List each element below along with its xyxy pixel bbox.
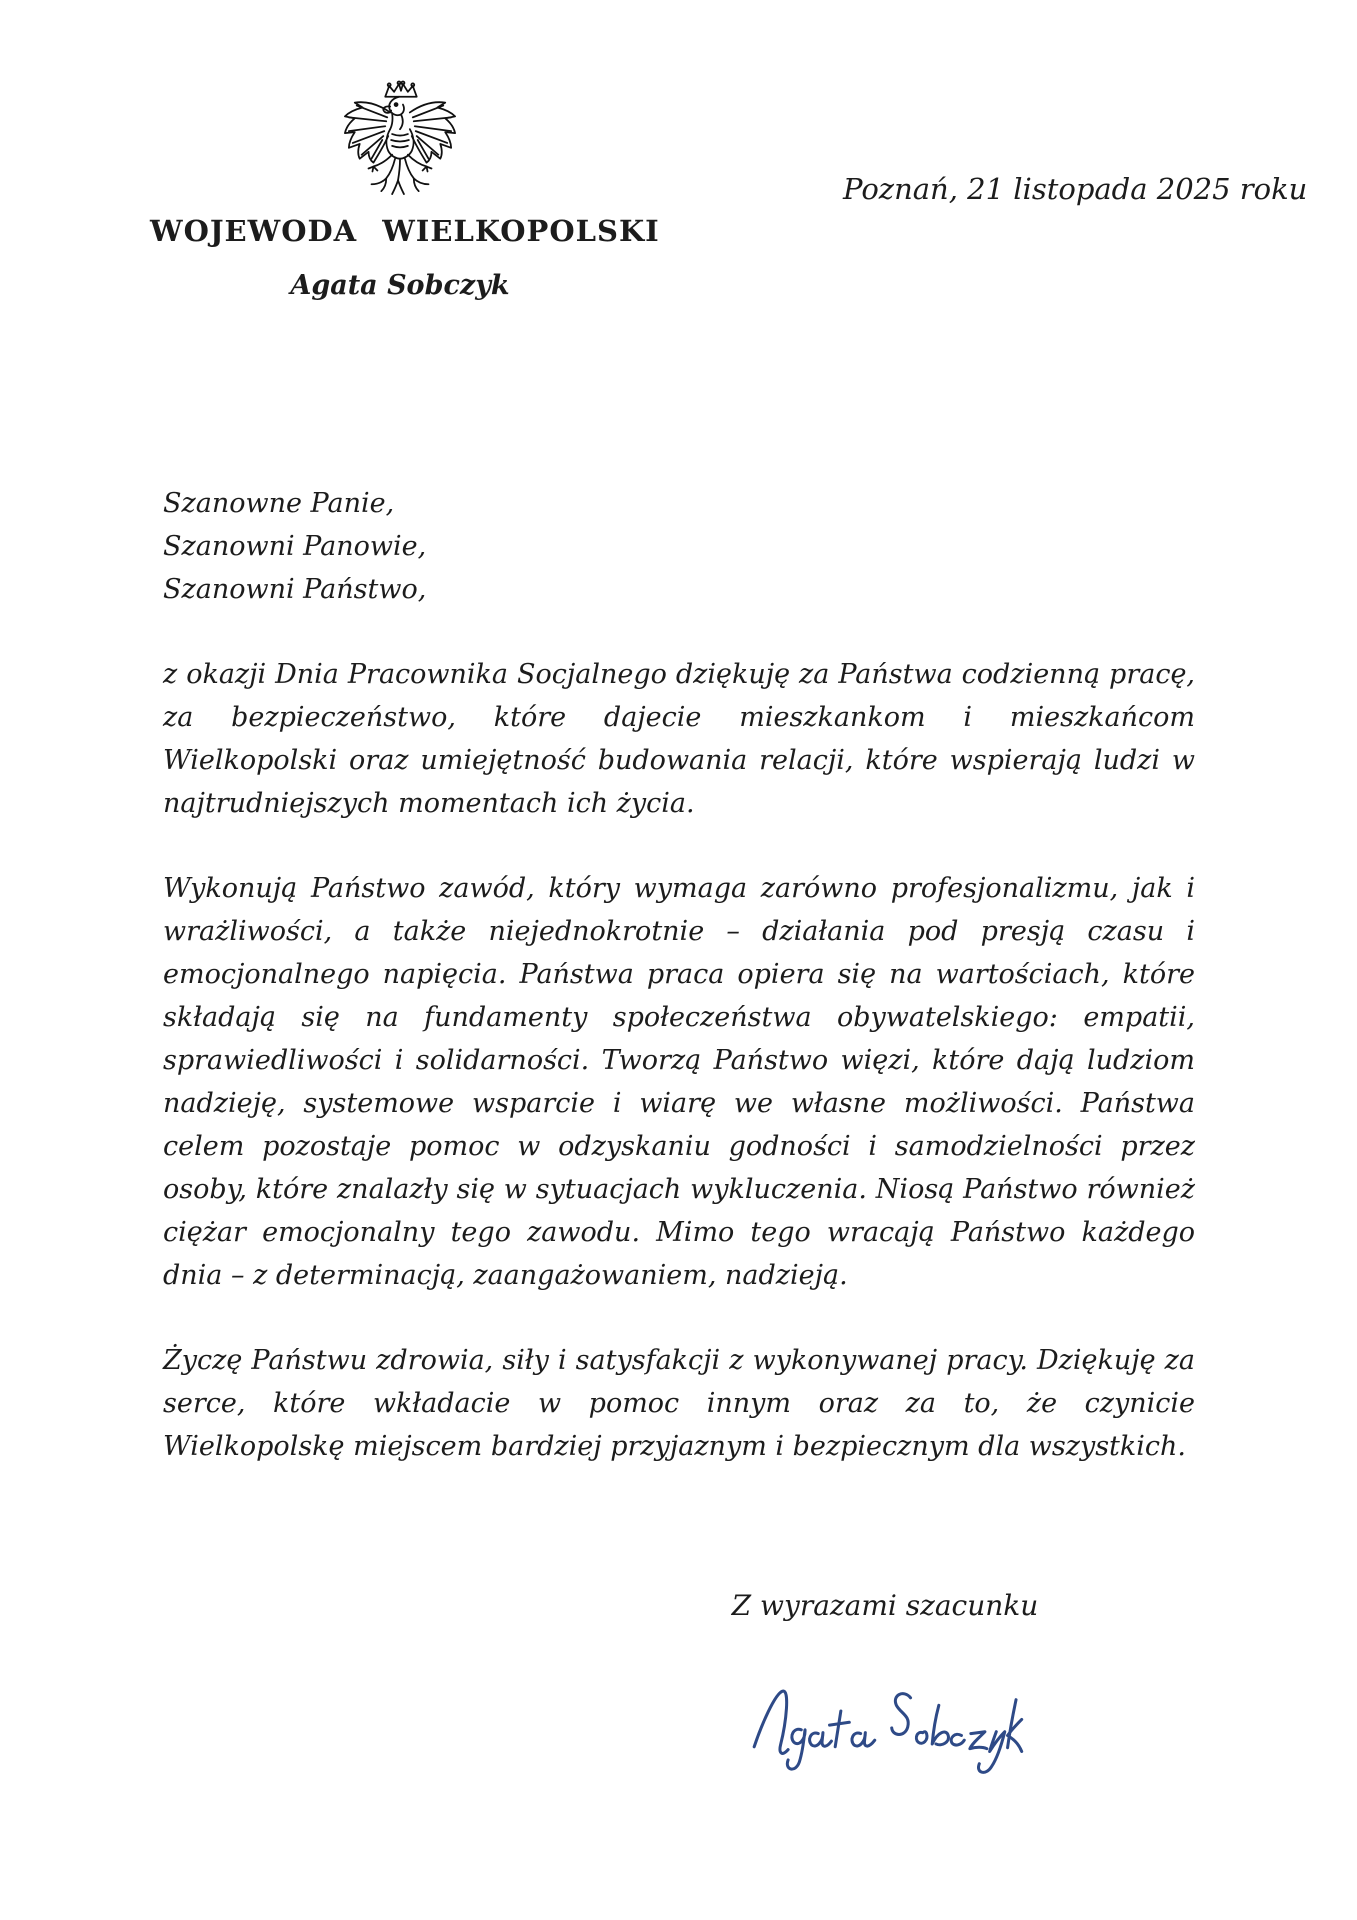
signature-ink-icon bbox=[741, 1673, 1033, 1781]
closing-phrase: Z wyrazami szacunku bbox=[731, 1589, 1039, 1622]
letter-body bbox=[163, 482, 1195, 1781]
letterhead bbox=[150, 80, 660, 301]
paragraph-1: z okazji Dnia Pracownika Socjalnego dziękuję za Państwa codzienną pracę, za bezpieczeństwo, które dajecie mieszkankom i mieszkańcom Wielkopolski oraz umiejętność budowania relacji, które wspierają ludzi w najtrudniejszych momentach ich życia. bbox=[163, 659, 1195, 819]
dateline: Poznań, 21 listopada 2025 roku bbox=[843, 172, 1308, 206]
officeholder-name: Agata Sobczyk bbox=[290, 270, 510, 301]
handwritten-signature bbox=[741, 1673, 1033, 1781]
paragraph-2: Wykonują Państwo zawód, który wymaga zarówno profesjonalizmu, jak i wrażliwości, a także niejednokrotnie – działania pod presją czasu i emocjonalnego napięcia. Państwa praca opiera się na wartościach, które składają się na fundamenty społeczeństwa obywatelskiego: empatii, sprawiedliwości i solidarności. Tworzą Państwo więzi, które dają ludziom nadzieję, systemowe wsparcie i wiarę we własne możliwości. Państwa celem pozostaje pomoc w odzyskaniu godności i samodzielności przez osoby, które znalazły się w sytuacjach wykluczenia. Niosą Państwo również ciężar emocjonalny tego zawodu. Mimo tego wracają Państwo każdego dnia – z determinacją, zaangażowaniem, nadzieją. bbox=[163, 873, 1195, 1291]
polish-eagle-emblem-icon bbox=[341, 80, 459, 198]
salutation-line: Szanowni Państwo, bbox=[163, 574, 427, 605]
salutation-line: Szanowne Panie, bbox=[163, 488, 395, 519]
office-title: WOJEWODA WIELKOPOLSKI bbox=[150, 214, 660, 248]
salutation bbox=[163, 482, 1195, 611]
salutation-line: Szanowni Panowie, bbox=[163, 531, 427, 562]
paragraph-3: Życzę Państwu zdrowia, siły i satysfakcji z wykonywanej pracy. Dziękuję za serce, które wkładacie w pomoc innym oraz za to, że czynicie Wielkopolskę miejscem bardziej przyjaznym i bezpiecznym dla wszystkich. bbox=[163, 1345, 1195, 1462]
